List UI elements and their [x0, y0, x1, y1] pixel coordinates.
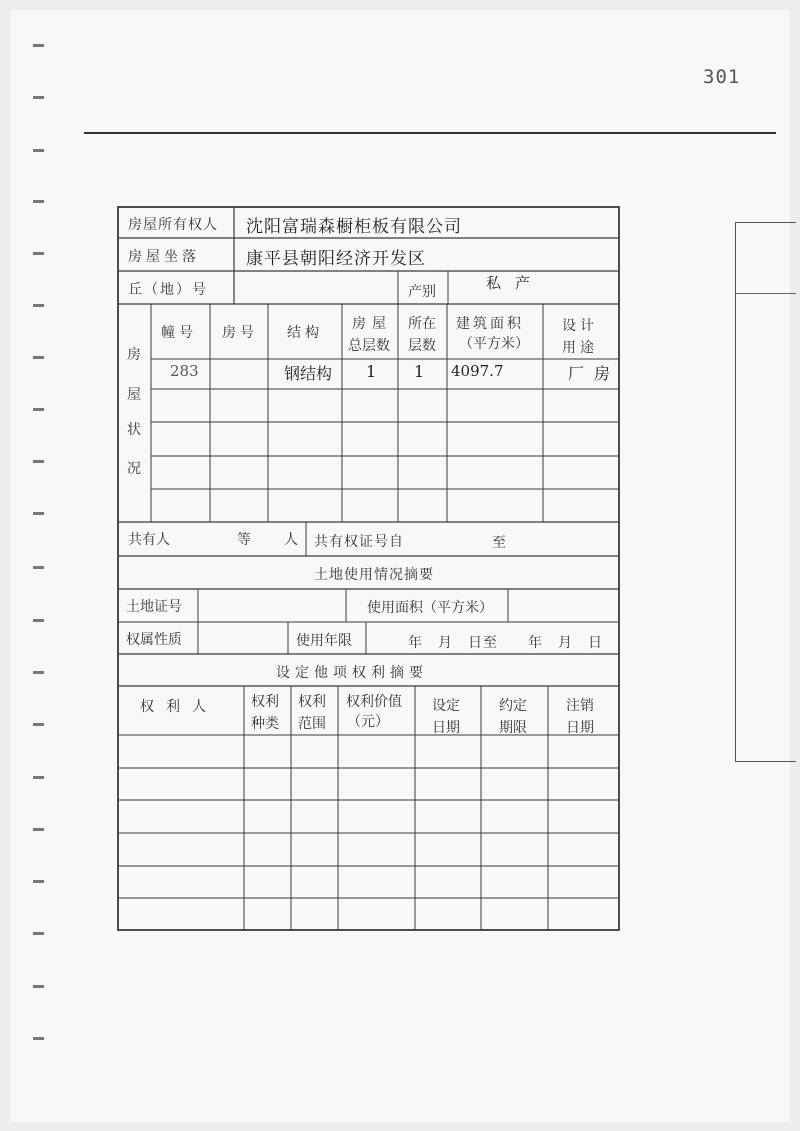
header-building-no: 幢号: [161, 325, 197, 341]
co-owner-ren: 人: [284, 532, 298, 548]
co-owner-cert-label: 共有权证号自: [314, 534, 404, 550]
cell-structure: 钢结构: [284, 364, 333, 383]
page-number: 301: [703, 66, 741, 88]
header-floor-2: 层数: [408, 338, 436, 354]
house-status-side-char: 状: [127, 422, 141, 438]
header-structure: 结构: [287, 325, 323, 341]
parcel-label: 丘（地）号: [128, 282, 208, 298]
land-cert-label: 土地证号: [126, 599, 182, 615]
header-cancel-date-1: 注销: [566, 698, 594, 714]
header-use-2: 用途: [562, 340, 598, 356]
land-nature-label: 权属性质: [126, 632, 182, 648]
header-room-no: 房号: [222, 325, 258, 341]
cell-use: 厂房: [568, 364, 621, 383]
header-rights-scope-1: 权利: [298, 694, 326, 710]
land-area-label: 使用面积（平方米）: [367, 600, 493, 616]
header-total-floors-2: 总层数: [348, 338, 390, 354]
header-rights-kind-1: 权利: [251, 694, 279, 710]
header-set-date-2: 日期: [432, 720, 460, 736]
other-rights-title: 设定他项权利摘要: [276, 665, 428, 681]
header-set-date-1: 设定: [432, 698, 460, 714]
owner-label: 房屋所有权人: [128, 217, 218, 233]
header-area-1: 建筑面积: [456, 316, 524, 332]
header-rights-kind-2: 种类: [251, 716, 279, 732]
land-use-title: 土地使用情况摘要: [314, 567, 434, 583]
house-status-side-char: 况: [127, 461, 141, 477]
header-cancel-date-2: 日期: [566, 720, 594, 736]
header-rights-scope-2: 范围: [298, 716, 326, 732]
header-rights-holder: 权利人: [140, 699, 218, 715]
property-type-value: 私产: [486, 274, 545, 292]
header-term-2: 期限: [499, 720, 527, 736]
header-use-1: 设计: [562, 318, 598, 334]
cell-total-floors: 1: [366, 362, 377, 381]
land-term-label: 使用年限: [296, 633, 352, 649]
cell-floor: 1: [414, 362, 425, 381]
property-type-label: 产别: [408, 284, 436, 300]
header-total-floors-1: 房屋: [352, 316, 392, 332]
header-term-1: 约定: [499, 698, 527, 714]
house-status-side-char: 屋: [127, 387, 141, 403]
co-owner-to: 至: [492, 535, 506, 551]
land-term-dates: 年 月 日至 年 月 日: [408, 635, 603, 651]
location-label: 房屋坐落: [128, 249, 200, 265]
header-area-2: （平方米）: [459, 336, 529, 352]
owner-value: 沈阳富瑞森橱柜板有限公司: [246, 217, 462, 237]
header-floor-1: 所在: [408, 316, 436, 332]
co-owner-deng: 等: [237, 532, 251, 548]
co-owner-label: 共有人: [128, 532, 170, 548]
header-rights-value-2: （元）: [347, 714, 389, 730]
cell-building-no: 283: [170, 362, 199, 380]
header-rights-value-1: 权利价值: [346, 694, 402, 710]
cell-area: 4097.7: [451, 362, 504, 380]
house-status-side-char: 房: [127, 347, 141, 363]
location-value: 康平县朝阳经济开发区: [246, 249, 426, 269]
